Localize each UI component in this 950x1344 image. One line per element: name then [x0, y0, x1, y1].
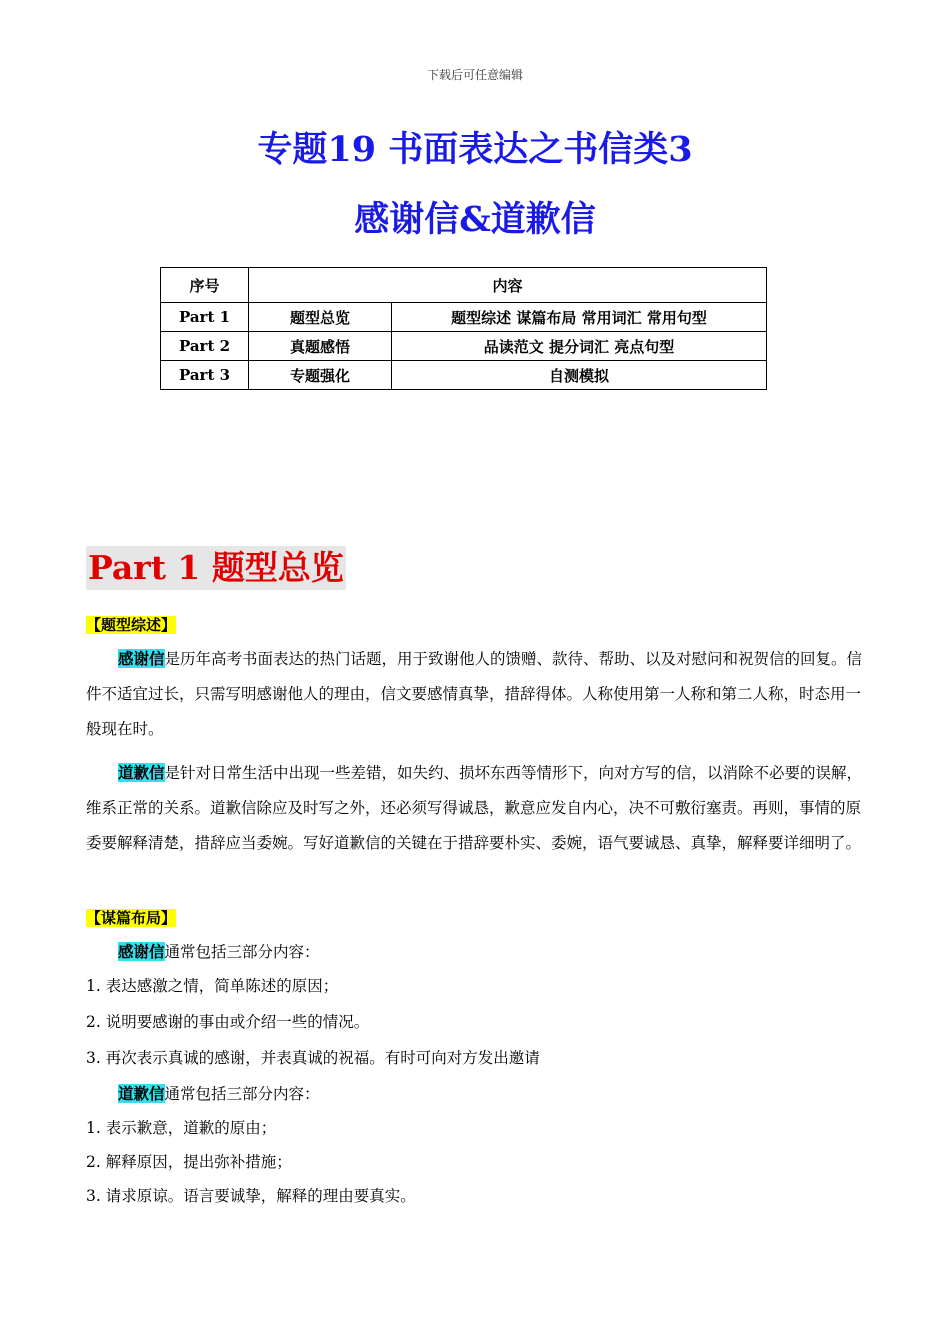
table-cell: 品读范文 提分词汇 亮点句型 [392, 332, 767, 361]
list-item: 3. 再次表示真诚的感谢，并表真诚的祝福。有时可向对方发出邀请 [86, 1049, 540, 1067]
table-cell: 自测模拟 [392, 361, 767, 390]
highlight-term: 感谢信 [118, 942, 165, 961]
table-cell: Part 3 [161, 361, 249, 390]
paragraph-thanks-letter [86, 641, 876, 747]
table-header-row [161, 268, 767, 303]
table-header-content: 内容 [249, 268, 767, 303]
table-row [161, 303, 767, 332]
table-row [161, 361, 767, 390]
contents-table [160, 267, 767, 390]
table-cell: Part 1 [161, 303, 249, 332]
intro-text: 通常包括三部分内容： [164, 1085, 320, 1103]
paragraph-text: 是历年高考书面表达的热门话题，用于致谢他人的馈赠、款待、帮助、以及对慰问和祝贺信的回复。信件不适宜过长，只需写明感谢他人的理由，信文要感情真挚，措辞得体。人称使用第一人称和第二人称，时态用一般现在时。 [86, 650, 863, 738]
section-tag: 【题型综述】 [86, 616, 177, 634]
section-tag: 【谋篇布局】 [86, 909, 177, 927]
list-item: 1. 表示歉意，道歉的原由； [86, 1119, 277, 1137]
highlight-term: 道歉信 [118, 1084, 165, 1103]
list-item: 2. 说明要感谢的事由或介绍一些的情况。 [86, 1013, 370, 1031]
thanks-intro [86, 940, 320, 964]
part1-heading: Part 1 题型总览 [86, 546, 346, 590]
highlight-term: 感谢信 [118, 649, 165, 668]
table-cell: 真题感悟 [249, 332, 392, 361]
list-item: 1. 表达感激之情，简单陈述的原因； [86, 977, 339, 995]
section-tag-overview [86, 613, 176, 637]
table-cell: 专题强化 [249, 361, 392, 390]
apology-intro [86, 1082, 320, 1106]
title-line-2: 感谢信&道歉信 [354, 199, 596, 240]
paragraph-apology-letter [86, 755, 876, 861]
table-row [161, 332, 767, 361]
list-item: 3. 请求原谅。语言要诚挚，解释的理由要真实。 [86, 1187, 416, 1205]
list-item: 2. 解释原因，提出弥补措施； [86, 1153, 292, 1171]
table-cell: 题型综述 谋篇布局 常用词汇 常用句型 [392, 303, 767, 332]
title-line-1: 专题19 书面表达之书信类3 [257, 129, 693, 170]
table-cell: Part 2 [161, 332, 249, 361]
header-note: 下载后可任意编辑 [426, 68, 523, 82]
table-cell: 题型总览 [249, 303, 392, 332]
paragraph-text: 是针对日常生活中出现一些差错，如失约、损坏东西等情形下，向对方写的信，以消除不必要的误解，维系正常的关系。道歉信除应及时写之外，还必须写得诚恳，歉意应发自内心，决不可敷衍塞责。再则，事情的原委要解释清楚，措辞应当委婉。写好道歉信的关键在于措辞要朴实、委婉，语气要诚恳、真挚，解释要详细明了。 [86, 764, 863, 852]
intro-text: 通常包括三部分内容： [164, 943, 320, 961]
table-header-num: 序号 [161, 268, 249, 303]
section-tag-layout [86, 906, 176, 930]
highlight-term: 道歉信 [118, 763, 165, 782]
